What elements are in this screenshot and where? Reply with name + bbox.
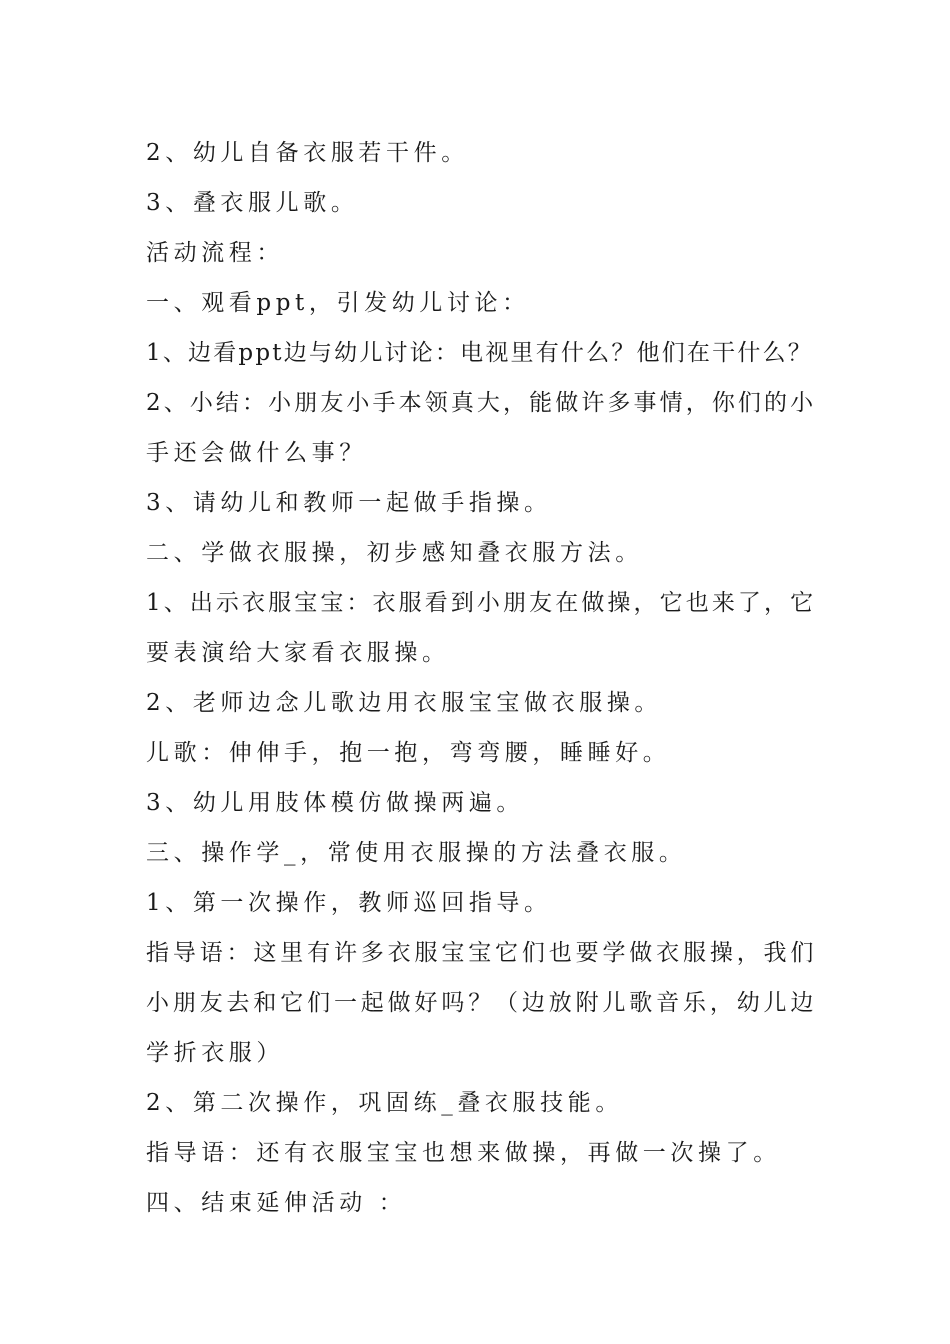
text-line: 3、叠衣服儿歌。 (146, 190, 359, 216)
document-body (146, 128, 818, 1228)
text-line: 3、幼儿用肢体模仿做操两遍。 (146, 790, 525, 816)
section-heading: 二、学做衣服操，初步感知叠衣服方法。 (146, 540, 643, 566)
text-line: 2、第二次操作，巩固练_叠衣服技能。 (146, 1090, 623, 1116)
text-line: 2、幼儿自备衣服若干件。 (146, 140, 469, 166)
text-line: 1、出示衣服宝宝：衣服看到小朋友在做操，它也来了，它 (146, 590, 817, 616)
text-line: 指导语：这里有许多衣服宝宝它们也要学做衣服操，我们 (146, 940, 818, 966)
text-line: 指导语：还有衣服宝宝也想来做操，再做一次操了。 (146, 1140, 781, 1166)
text-line: 1、边看ppt边与幼儿讨论：电视里有什么？他们在干什么？ (146, 340, 813, 366)
text-line: 1、第一次操作，教师巡回指导。 (146, 890, 552, 916)
text-line: 儿歌：伸伸手，抱一抱，弯弯腰，睡睡好。 (146, 740, 671, 766)
section-heading: 活动流程： (146, 240, 284, 266)
text-line: 要表演给大家看衣服操。 (146, 640, 450, 666)
text-line: 3、请幼儿和教师一起做手指操。 (146, 490, 552, 516)
text-line: 小朋友去和它们一起做好吗？（边放附儿歌音乐，幼儿边 (146, 990, 818, 1016)
text-line: 学折衣服） (146, 1040, 284, 1066)
text-line: 手还会做什么事？ (146, 440, 367, 466)
section-heading: 一、观看ppt，引发幼儿讨论： (146, 290, 530, 316)
section-heading: 三、操作学_，常使用衣服操的方法叠衣服。 (146, 840, 687, 866)
text-line: 2、老师边念儿歌边用衣服宝宝做衣服操。 (146, 690, 663, 716)
text-line: 2、小结：小朋友小手本领真大，能做许多事情，你们的小 (146, 390, 817, 416)
section-heading: 四、结束延伸活动 ： (146, 1190, 407, 1216)
